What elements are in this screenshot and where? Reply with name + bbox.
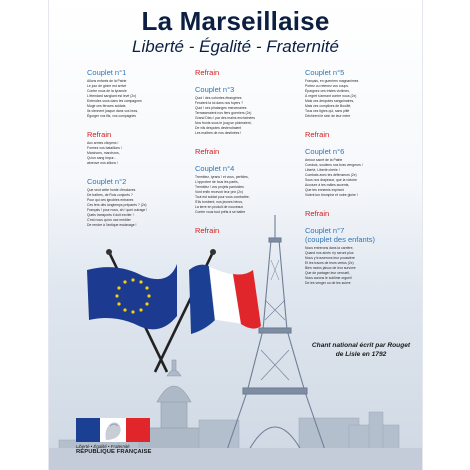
- couplet-4-heading: Couplet n°4: [195, 164, 235, 173]
- couplet-7-text: Nous entrerons dans la carrière, Quand nos aînés n'y seront plus Nous y trouverons leur poussière Et les traces de leurs vertus (2x) Bien moins jaloux de leur survivre Que de partager leur cercueil, Nous aurons le sublime orgueil De les venger ou de les suivre: [305, 246, 356, 285]
- page-title: La Marseillaise: [141, 6, 330, 36]
- devise-text: Liberté • Égalité • Fraternité: [76, 444, 130, 449]
- couplet-4-text: Tremblez, tyrans ! et vous, perfides, L'opprobre de tous les partis, Tremblez ! vos projets parricides Vont enfin recevoir leur prix (2x) Tout est soldat pour vous combattre, S'ils tombent, nos jeunes héros, La terre en produit de nouveaux Contre vous tout prêts à se battre: [195, 175, 250, 214]
- couplet-5-heading: Couplet n°5: [305, 68, 345, 77]
- couplet-5-text: Français, en guerriers magnanimes Portez ou retenez vos coups. Épargnez ces tristes victimes, À regret s'armant contre nous (2x) Mais ces despotes sanguinaires, Mais ces complices de Bouillé, Tous ces tigres qui, sans pitié Déchirent le sein de leur mère: [305, 79, 359, 118]
- refrain-heading: Refrain: [87, 130, 112, 139]
- refrain-heading: Refrain: [305, 130, 330, 139]
- refrain-heading: Refrain: [195, 226, 220, 235]
- page-subtitle: Liberté - Égalité - Fraternité: [132, 37, 339, 56]
- republique-francaise-logo: [76, 418, 160, 455]
- couplet-6-heading: Couplet n°6: [305, 147, 345, 156]
- lyrics-column-middle: [195, 68, 299, 237]
- couplet-3-heading: Couplet n°3: [195, 85, 235, 94]
- couplet-1-heading: Couplet n°1: [87, 68, 127, 77]
- marianne-icon: [76, 418, 150, 442]
- refrain-text: Aux armes citoyens ! Formez vos bataillons ! Marchons, marchons, Qu'un sang impur... abreuve nos sillons !: [87, 141, 122, 165]
- lyrics-column-left: [87, 68, 183, 239]
- refrain-heading: Refrain: [195, 68, 220, 77]
- couplet-6-text: Amour sacré de la Patrie Conduis, soutiens nos bras vengeurs ! Liberté, Liberté chérie ! Combats avec tes défenseurs (2x) Sous nos drapeaux, que la victoire Accoure à tes mâles accents, Que tes ennemis expirant Voient ton triomphe et notre gloire !: [305, 158, 363, 197]
- poster: [48, 0, 423, 470]
- refrain-heading: Refrain: [305, 209, 330, 218]
- couplet-2-heading: Couplet n°2: [87, 177, 127, 186]
- couplet-1-text: Allons enfants de la Patrie Le jour de gloire est arrivé Contre nous de la tyrannie L'étendard sanglant est levé (2x) Entendez-vous dans les campagnes Mugir ces féroces soldats Ils viennent jusque dans vos bras, Égorger vos fils, vos compagnes: [87, 79, 142, 118]
- couplet-3-text: Quoi ! des cohortes étrangères Feraient la loi dans nos foyers ? Quoi ! ces phalanges mercenaires Terrasseraient nos fiers guerriers (2x) Grand Dieu ! par des mains enchaînées Nos fronts sous le joug se ploieraient, De vils despotes deviendraient Les maîtres de nos destinées !: [195, 96, 255, 135]
- couplet-7-heading: Couplet n°7 (couplet des enfants): [305, 226, 376, 244]
- republique-francaise-text: RÉPUBLIQUE FRANÇAISE: [76, 449, 152, 455]
- refrain-heading: Refrain: [195, 147, 220, 156]
- lyrics-column-right: [305, 68, 405, 297]
- author-credit: Chant national écrit par Rouget de Lisle en 1792: [311, 342, 411, 358]
- couplet-2-text: Que veut cette horde d'esclaves De traîtres, de Rois conjurés ? Pour qui ces ignobles entraves Ces fers dès longtemps préparés ? (2x) Français ! pour nous, ah ! quel outrage ! Quels transports il doit exciter ! C'est nous qu'on ose méditer De rendre à l'antique esclavage !: [87, 188, 148, 227]
